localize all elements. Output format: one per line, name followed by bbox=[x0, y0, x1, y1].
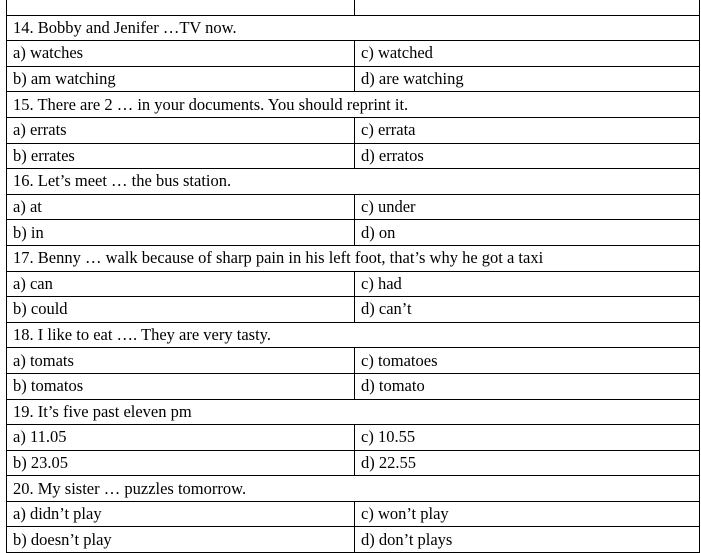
option-b: b) tomatos bbox=[7, 373, 355, 399]
option-row bbox=[7, 450, 700, 476]
option-d: d) are watching bbox=[355, 66, 700, 92]
question-row bbox=[7, 92, 700, 118]
question-19-text: 19. It’s five past eleven pm bbox=[7, 399, 700, 425]
prev-option-row bbox=[7, 0, 700, 15]
option-c: c) 10.55 bbox=[355, 425, 700, 451]
option-a: a) watches bbox=[7, 41, 355, 67]
option-c: c) had bbox=[355, 271, 700, 297]
question-row bbox=[7, 15, 700, 41]
option-a: a) 11.05 bbox=[7, 425, 355, 451]
question-row bbox=[7, 399, 700, 425]
option-a: a) tomats bbox=[7, 348, 355, 374]
question-row bbox=[7, 322, 700, 348]
question-row bbox=[7, 476, 700, 502]
option-cell bbox=[7, 0, 355, 15]
option-b: b) in bbox=[7, 220, 355, 246]
option-row bbox=[7, 117, 700, 143]
question-row bbox=[7, 245, 700, 271]
option-row bbox=[7, 527, 700, 553]
option-b: b) doesn’t play bbox=[7, 527, 355, 553]
option-row bbox=[7, 220, 700, 246]
option-cell bbox=[355, 0, 700, 15]
option-row bbox=[7, 297, 700, 323]
option-d: d) erratos bbox=[355, 143, 700, 169]
option-c: c) errata bbox=[355, 117, 700, 143]
option-b: b) could bbox=[7, 297, 355, 323]
option-c: c) watched bbox=[355, 41, 700, 67]
option-a: a) didn’t play bbox=[7, 501, 355, 527]
question-18-text: 18. I like to eat …. They are very tasty. bbox=[7, 322, 700, 348]
question-14-text: 14. Bobby and Jenifer …TV now. bbox=[7, 15, 700, 41]
option-row bbox=[7, 425, 700, 451]
option-b: b) errates bbox=[7, 143, 355, 169]
option-d: d) on bbox=[355, 220, 700, 246]
option-d: d) don’t plays bbox=[355, 527, 700, 553]
option-a: a) at bbox=[7, 194, 355, 220]
option-b: b) 23.05 bbox=[7, 450, 355, 476]
option-c: c) under bbox=[355, 194, 700, 220]
quiz-sheet bbox=[6, 0, 699, 553]
question-row bbox=[7, 169, 700, 195]
option-c: c) won’t play bbox=[355, 501, 700, 527]
question-20-text: 20. My sister … puzzles tomorrow. bbox=[7, 476, 700, 502]
option-row bbox=[7, 373, 700, 399]
option-d: d) tomato bbox=[355, 373, 700, 399]
option-row bbox=[7, 143, 700, 169]
question-17-text: 17. Benny … walk because of sharp pain in his left foot, that’s why he got a taxi bbox=[7, 245, 700, 271]
option-row bbox=[7, 348, 700, 374]
option-a: a) errats bbox=[7, 117, 355, 143]
option-row bbox=[7, 271, 700, 297]
option-a: a) can bbox=[7, 271, 355, 297]
option-row bbox=[7, 194, 700, 220]
option-row bbox=[7, 41, 700, 67]
option-d: d) 22.55 bbox=[355, 450, 700, 476]
option-d: d) can’t bbox=[355, 297, 700, 323]
question-15-text: 15. There are 2 … in your documents. You should reprint it. bbox=[7, 92, 700, 118]
option-c: c) tomatoes bbox=[355, 348, 700, 374]
option-row bbox=[7, 501, 700, 527]
question-16-text: 16. Let’s meet … the bus station. bbox=[7, 169, 700, 195]
quiz-table bbox=[6, 0, 700, 553]
option-b: b) am watching bbox=[7, 66, 355, 92]
option-row bbox=[7, 66, 700, 92]
